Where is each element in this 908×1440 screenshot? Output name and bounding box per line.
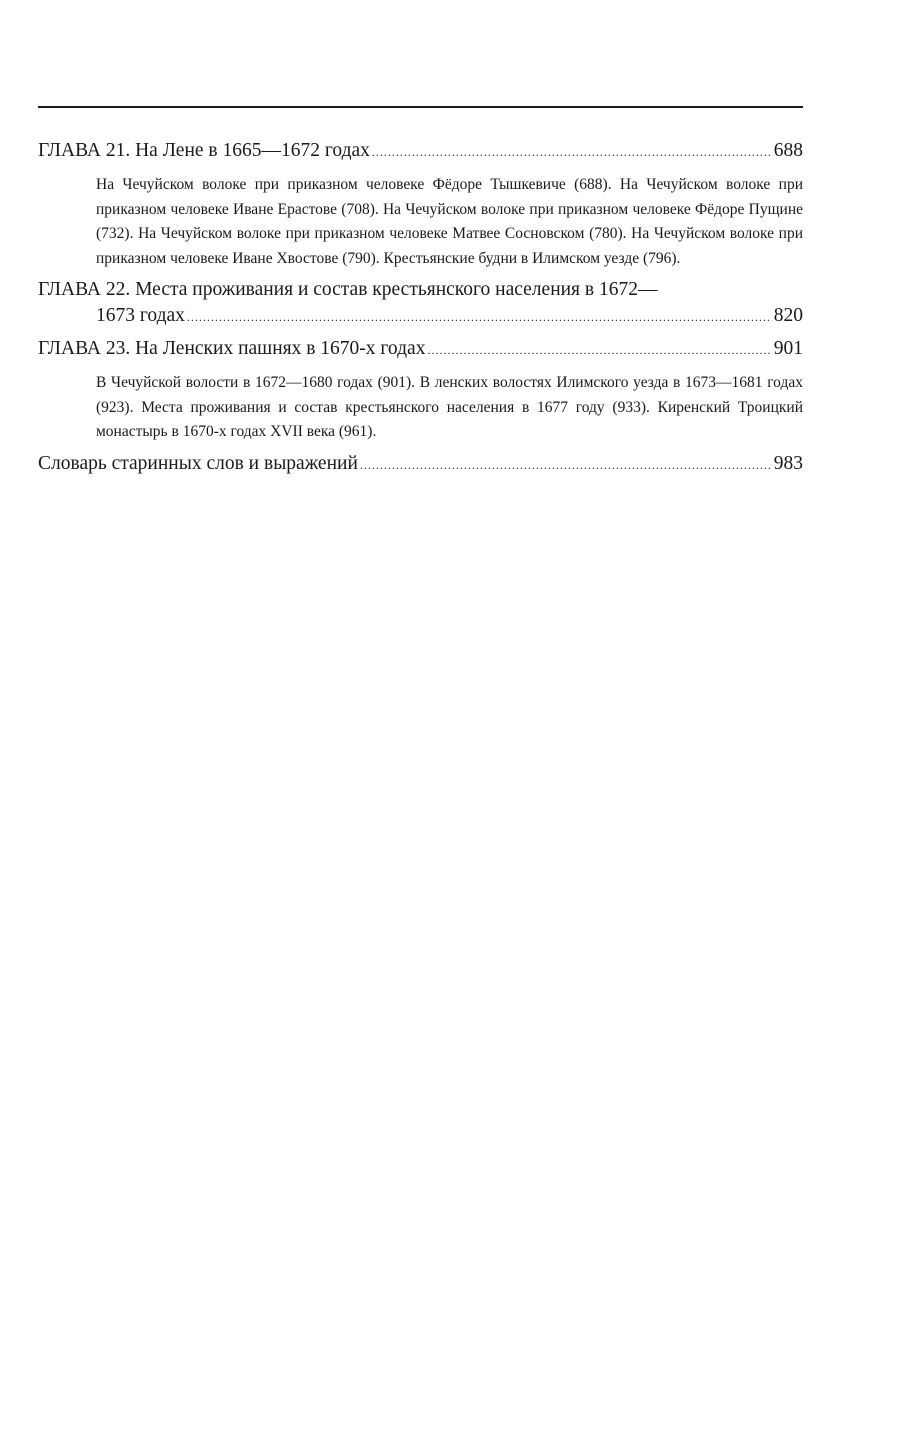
toc-entry-title: ГЛАВА 22. Места проживания и состав крестьянского населения в 1672— [38,279,658,300]
toc-entry-dictionary[interactable] [38,451,803,478]
toc-entry-title: ГЛАВА 21. На Лене в 1665—1672 годах [38,140,370,161]
header-rule [38,106,803,108]
toc-entry-title-continued: 1673 годах [96,305,185,326]
chapter-23-summary: В Чечуйской волости в 1672—1680 годах (901). В ленских волостях Илимского уезда в 1673—1681 годах (923). Места проживания и состав крестьянского населения в 1677 году (933). Киренский Троицкий монастырь в 1670-х годах XVII века (961). [96,374,803,440]
dot-leader [187,304,772,330]
toc-entry-chapter-21[interactable] [38,138,803,165]
toc-entry-chapter-23[interactable] [38,336,803,363]
dot-leader [427,337,771,363]
toc-entry-page: 820 [773,305,803,326]
toc-entry-page: 901 [773,338,803,359]
toc-entry-page: 983 [773,452,803,474]
toc-entry-title: Словарь старинных слов и выражений [38,452,358,474]
toc-entry-title: ГЛАВА 23. На Ленских пашнях в 1670-х годах [38,338,426,359]
toc-entry-chapter-22[interactable] [38,277,803,330]
table-of-contents [38,138,803,478]
dot-leader [360,452,772,478]
toc-entry-page: 688 [773,140,803,161]
chapter-21-summary: На Чечуйском волоке при приказном человеке Фёдоре Тышкевиче (688). На Чечуйском волоке при приказном человеке Иване Ерастове (708). На Чечуйском волоке при приказном человеке Фёдоре Пущине (732). На Чечуйском волоке при приказном человеке Матвее Сосновском (780). На Чечуйском волоке при приказном человеке Иване Хвостове (790). Крестьянские будни в Илимском уезде (796). [96,176,803,267]
dot-leader [372,139,772,165]
